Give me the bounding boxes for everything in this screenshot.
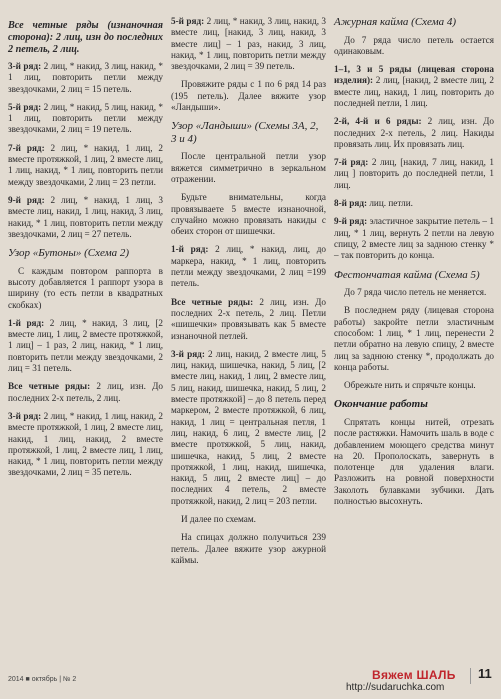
festoon-last-row: В последнем ряду (лицевая сторона работы) закройте петли эластичным способом: 1 лиц, * 1 лиц, перенести 2 петли обратно на левую спицу, 2 вместе лиц за заднюю стенку *, продолжать до конца работы. [334, 305, 494, 372]
butony-row-1: 1-й ряд: 2 лиц, * накид, 3 лиц, [2 вместе лиц, 1 лиц, 2 вместе протяжкой, 1 лиц] – 1 раз, 2 лиц, накид, * 1 лиц, повторить петли между звездочками, 2 лиц = 31 петель. [8, 317, 164, 374]
row-5-paragraph: 5-й ряд: 2 лиц, * накид, 5 лиц, накид, * 1 лиц, повторить петли между звездочками, 2 лиц = 19 петель. [8, 101, 164, 135]
column-middle [171, 16, 326, 573]
row-9-paragraph: 9-й ряд: 2 лиц, * накид, 1 лиц, 3 вместе лиц, накид, 1 лиц, накид, 3 лиц, накид, * 1 лиц, повторить петли между звездочками, 2 лиц = 27 петель. [8, 194, 163, 239]
page-number: 11 [478, 666, 492, 681]
follow-charts-paragraph: И далее по схемам. [181, 513, 256, 524]
butony-row-5: 5-й ряд: 2 лиц, * накид, 3 лиц, накид, 3 вместе лиц, [накид, 3 лиц, накид, 3 вместе лиц] – 1 раз, накид, 3 лиц, накид, * 1 лиц, повторить петли между звездочками, 2 лиц = 39 петель. [171, 16, 327, 72]
landyshi-even-rows: Все четные ряды: 2 лиц, изн. До последних 2-х петель, 2 лиц. Петли «шишечки» провязывать как 5 вместе изнаночной петлей. [171, 296, 326, 341]
landyshi-warning: Будьте внимательны, когда провязываете 5 вместе изнаночной, случайно можно провязать накиды с обеих сторон от шишечки. [171, 192, 326, 237]
column-left [8, 16, 163, 486]
row-7-paragraph: 7-й ряд: 2 лиц, * накид, 1 лиц, 2 вместе протяжкой, 1 лиц, 2 вместе лиц, 1 лиц, накид, * 1 лиц, повторить петли между звездочками, 2 лиц = 23 петли. [8, 142, 163, 187]
even-rows-paragraph: Все четные ряды (изнаночная сторона): 2 лиц, изн до последних 2 петель, 2 лиц. [8, 20, 163, 55]
kaima-row-9: 9-й ряд: эластичное закрытие петель – 1 лиц, * 1 лиц, вернуть 2 петли на левую спицу, 2 вместе лиц за заднюю стенку * – так повторить до конца. [334, 216, 494, 261]
section-heading-kaima: Ажурная кайма (Схема 4) [334, 16, 457, 28]
issue-info: 2014 ■ октябрь | № 2 [8, 676, 77, 683]
butony-row-3: 3-й ряд: 2 лиц, * накид, 1 лиц, накид, 2 вместе протяжкой, 1 лиц, 2 вместе лиц, накид, 1 лиц, накид, 2 вместе протяжкой, 1 лиц, 2 вместе лиц, 1 лиц, накид, * 1 лиц, повторить петли между звездочками, 2 лиц = 35 петель. [8, 410, 164, 478]
section-heading-festoon: Фестончатая кайма (Схема 5) [334, 268, 480, 281]
butony-even-rows: Все четные ряды: 2 лиц, изн. До последних 2-х петель, 2 лиц. [8, 381, 163, 403]
section-heading-landyshi: Узор «Ландыши» (Схемы 3А, 2, 3 и 4) [171, 120, 319, 145]
footer-divider [470, 668, 471, 684]
watermark-url: http://sudaruchka.com [346, 682, 445, 693]
butony-intro: С каждым повтором раппорта в высоту добавляется 1 раппорт узора в ширину (то есть петли в квадратных скобках) [8, 265, 163, 310]
landyshi-row-3: 3-й ряд: 2 лиц, накид, 2 вместе лиц, 5 лиц, накид, шишечка, накид, 5 лиц, [2 вместе лиц, накид, 1 лиц, 2 вместе лиц, 5 лиц, накид, шишечка, накид, 5 лиц, 2 вместе протяжкой] – до 8 петель перед маркером, 2 вместе протяжкой, 6 лиц, накид, 1 лиц = центральная петля, 1 лиц, накид, 6 лиц, 2 вместе лиц, [2 вместе протяжкой, 5 лиц, накид, шишечка, накид, 5 лиц, 2 вместе протяжкой, 1 лиц, накид, шишечка, накид, 5 лиц, 2 вместе лиц] – до последних 4 петель, 2 вместе протяжкой, накид, 2 лиц = 203 петли. [171, 348, 327, 506]
landyshi-intro: После центральной петли узор вяжется симметрично в зеркальном отражении. [171, 151, 326, 184]
section-heading-finish: Окончание работы [334, 398, 428, 411]
kaima-intro: До 7 ряда число петель остается одинаковым. [334, 34, 494, 56]
kaima-rows-2-4-6: 2-й, 4-й и 6 ряды: 2 лиц, изн. До последних 2-х петель, 2 лиц. Накиды провязать лиц. Их провязать лиц. [334, 116, 494, 149]
row-3-paragraph: 3-й ряд: 2 лиц, * накид, 3 лиц, накид, * 1 лиц, повторить петли между звездочками, 2 лиц = 15 петель. [8, 61, 164, 94]
section-heading-butony: Узор «Бутоны» (Схема 2) [8, 247, 130, 260]
finishing-instructions: Спрятать концы нитей, отрезать после растяжки. Намочить шаль в воде с добавлением моющего средства минут на 20. Прополоскать, завернуть в полотенце для удаления влаги. Разложить на ровной поверхности Заколоть булавками зубчики. Дать полностью высохнуть. [334, 416, 494, 506]
column-right [334, 16, 494, 514]
magazine-brand: Вяжем ШАЛЬ [372, 668, 456, 682]
kaima-row-8: 8-й ряд: лиц. петли. [334, 198, 413, 209]
festoon-intro: До 7 ряда число петель не меняется. [344, 287, 487, 298]
stitch-count-paragraph: На спицах должно получиться 239 петель. Далее вяжите узор ажурной каймы. [171, 532, 326, 565]
kaima-rows-1-3-5: 1–1, 3 и 5 ряды (лицевая сторона изделия): 2 лиц, [накид, 2 вместе лиц, 2 вместе лиц, накид, 1 лиц, повторить до последней петли, 1 лиц. [334, 64, 494, 108]
kaima-row-7: 7-й ряд: 2 лиц, [накид, 7 лиц, накид, 1 лиц ] повторить до последней петли, 1 лиц. [334, 157, 495, 190]
festoon-finish: Обрежьте нить и спрячьте концы. [344, 380, 476, 391]
repeat-rows-paragraph: Провяжите ряды с 1 по 6 ряд 14 раз (195 петель). Далее вяжите узор «Ландыши». [171, 79, 326, 113]
landyshi-row-1: 1-й ряд: 2 лиц, * накид, лиц, до маркера, накид, * 1 лиц, повторить петли между звездочками, 2 лиц =199 петель. [171, 244, 326, 289]
